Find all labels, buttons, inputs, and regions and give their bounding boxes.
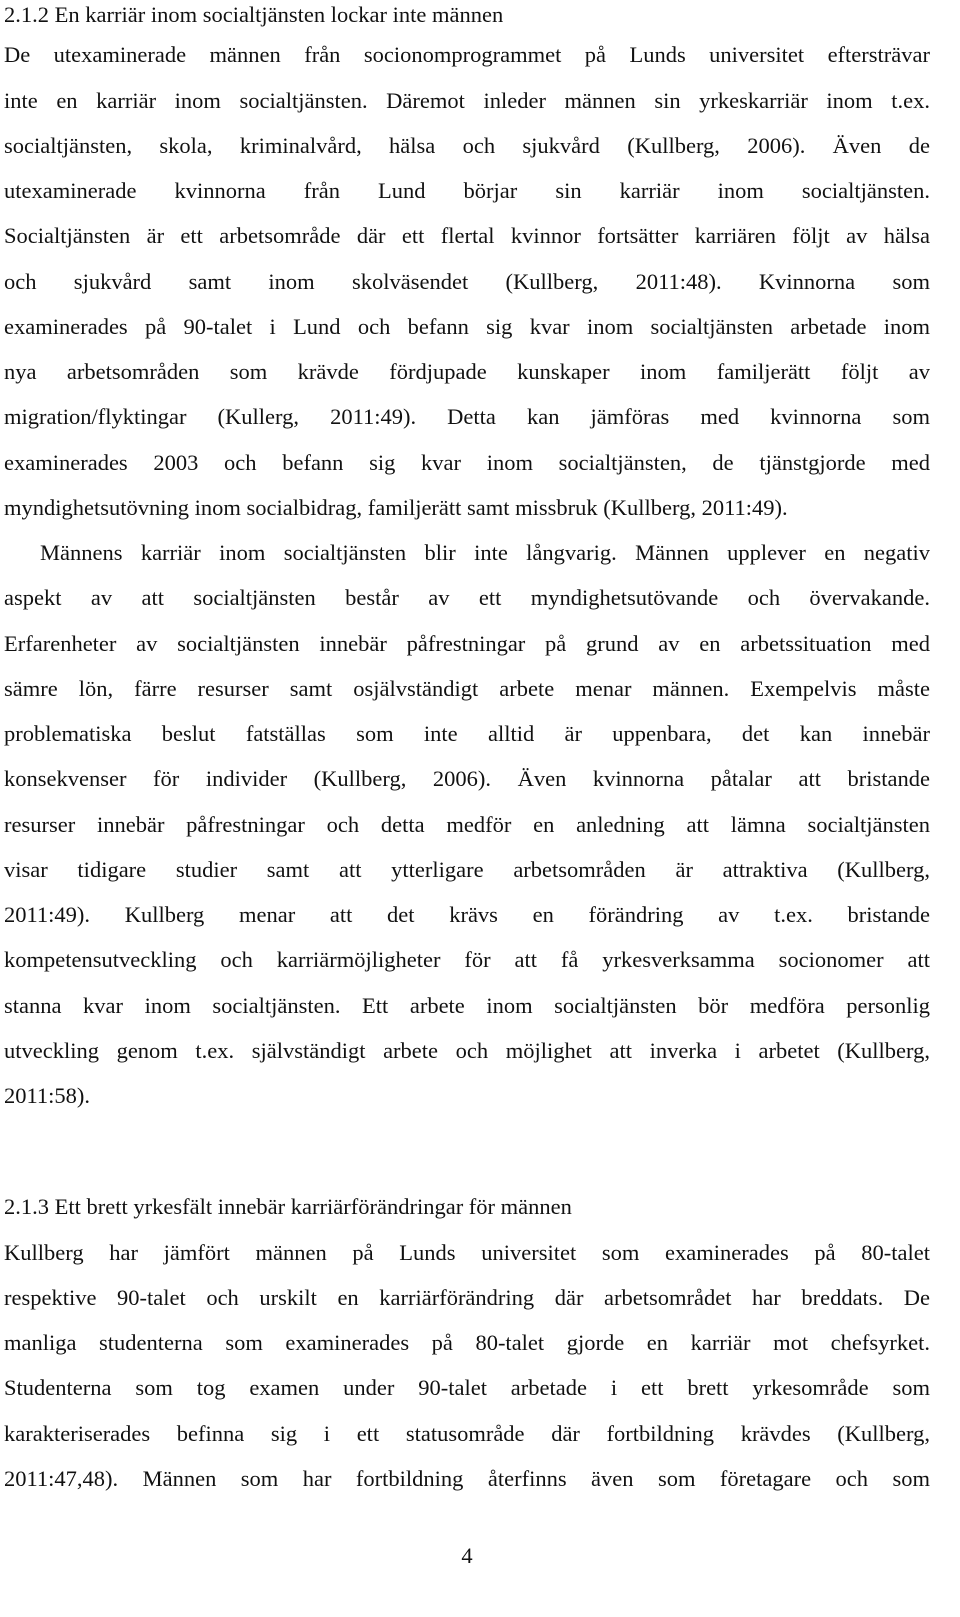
paragraph-line: manliga studenterna som examinerades på 80-talet gjorde en karriär mot chefsyrket.	[4, 1330, 930, 1355]
paragraph-line: nya arbetsområden som krävde fördjupade kunskaper inom familjerätt följt av	[4, 359, 930, 384]
paragraph-line: examinerades på 90-talet i Lund och befann sig kvar inom socialtjänsten arbetade inom	[4, 314, 930, 339]
paragraph-line: Erfarenheter av socialtjänsten innebär påfrestningar på grund av en arbetssituation med	[4, 631, 930, 656]
paragraph-line: Kullberg har jämfört männen på Lunds universitet som examinerades på 80-talet	[4, 1240, 930, 1265]
paragraph-line: De utexaminerade männen från socionomprogrammet på Lunds universitet eftersträvar	[4, 42, 930, 67]
paragraph-line: aspekt av att socialtjänsten består av ett myndighetsutövande och övervakande.	[4, 585, 930, 610]
page-number: 4	[461, 1543, 473, 1568]
paragraph-line: 2011:58).	[4, 1083, 91, 1108]
paragraph-line: 2011:47,48). Männen som har fortbildning återfinns även som företagare och som	[4, 1466, 930, 1491]
paragraph-line: socialtjänsten, skola, kriminalvård, hälsa och sjukvård (Kullberg, 2006). Även de	[4, 133, 930, 158]
paragraph-line: Männens karriär inom socialtjänsten blir inte långvarig. Männen upplever en negativ	[40, 540, 930, 565]
paragraph-line: myndighetsutövning inom socialbidrag, familjerätt samt missbruk (Kullberg, 2011:49).	[4, 495, 788, 520]
paragraph-line: visar tidigare studier samt att ytterligare arbetsområden är attraktiva (Kullberg,	[4, 857, 930, 882]
paragraph-line: kompetensutveckling och karriärmöjligheter för att få yrkesverksamma socionomer att	[4, 947, 930, 972]
paragraph-line: Socialtjänsten är ett arbetsområde där ett flertal kvinnor fortsätter karriären följt av hälsa	[4, 223, 930, 248]
paragraph-line: respektive 90-talet och urskilt en karriärförändring där arbetsområdet har breddats. De	[4, 1285, 930, 1310]
paragraph-line: Studenterna som tog examen under 90-talet arbetade i ett brett yrkesområde som	[4, 1375, 930, 1400]
paragraph-line: 2011:49). Kullberg menar att det krävs en förändring av t.ex. bristande	[4, 902, 930, 927]
paragraph-line: och sjukvård samt inom skolväsendet (Kullberg, 2011:48). Kvinnorna som	[4, 269, 930, 294]
paragraph-line: utveckling genom t.ex. självständigt arbete och möjlighet att inverka i arbetet (Kullberg,	[4, 1038, 930, 1063]
paragraph-line: inte en karriär inom socialtjänsten. Däremot inleder männen sin yrkeskarriär inom t.ex.	[4, 88, 930, 113]
paragraph-line: karakteriserades befinna sig i ett statusområde där fortbildning krävdes (Kullberg,	[4, 1421, 930, 1446]
section-heading-2-1-2: 2.1.2 En karriär inom socialtjänsten lockar inte männen	[4, 2, 504, 27]
paragraph-line: stanna kvar inom socialtjänsten. Ett arbete inom socialtjänsten bör medföra personlig	[4, 993, 930, 1018]
paragraph-line: examinerades 2003 och befann sig kvar inom socialtjänsten, de tjänstgjorde med	[4, 450, 930, 475]
paragraph-line: sämre lön, färre resurser samt osjälvständigt arbete menar männen. Exempelvis måste	[4, 676, 930, 701]
paragraph-line: utexaminerade kvinnorna från Lund börjar sin karriär inom socialtjänsten.	[4, 178, 930, 203]
paragraph-line: resurser innebär påfrestningar och detta medför en anledning att lämna socialtjänsten	[4, 812, 930, 837]
paragraph-line: migration/flyktingar (Kullerg, 2011:49). Detta kan jämföras med kvinnorna som	[4, 404, 930, 429]
section-heading-2-1-3: 2.1.3 Ett brett yrkesfält innebär karriärförändringar för männen	[4, 1194, 572, 1219]
paragraph-line: problematiska beslut fatställas som inte alltid är uppenbara, det kan innebär	[4, 721, 930, 746]
paragraph-line: konsekvenser för individer (Kullberg, 2006). Även kvinnorna påtalar att bristande	[4, 766, 930, 791]
